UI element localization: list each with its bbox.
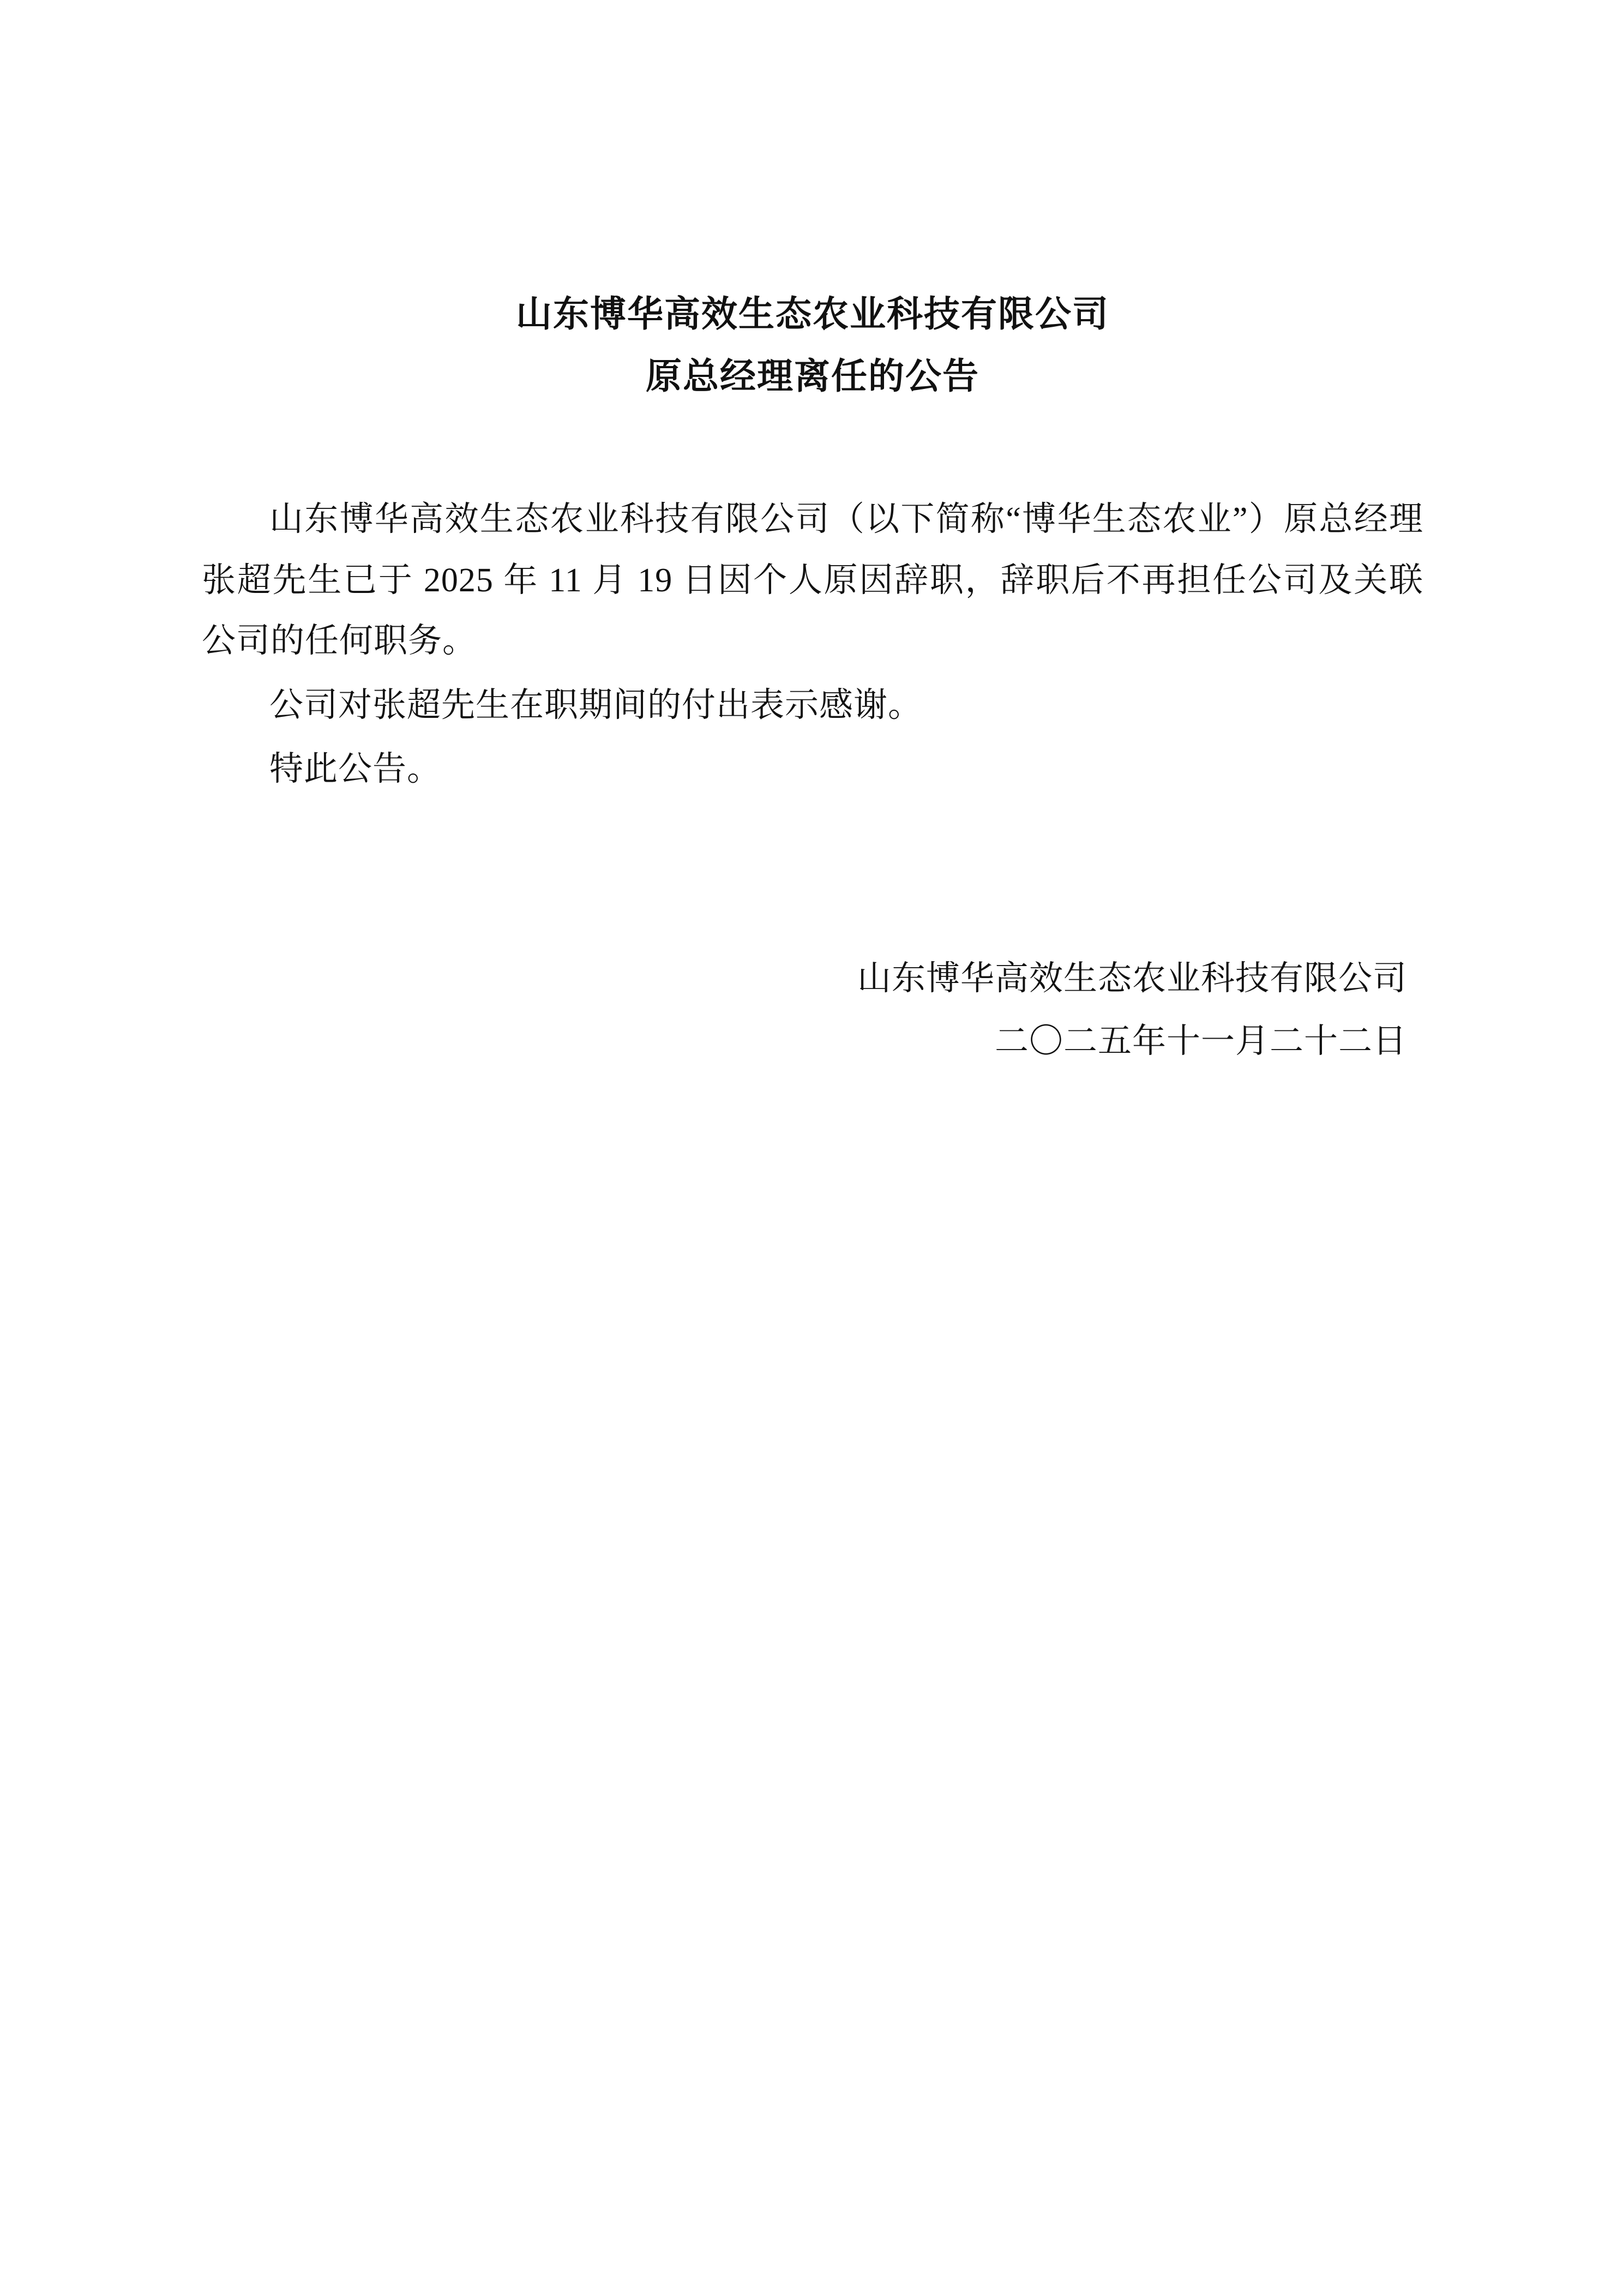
- signature-date: 二〇二五年十一月二十二日: [994, 1022, 1407, 1060]
- document-signature: [202, 948, 1423, 1072]
- title-line-1: 山东博华高效生态农业科技有限公司: [516, 295, 1109, 334]
- document-content: [202, 0, 1423, 1072]
- body-paragraph-3: 特此公告。: [269, 751, 442, 788]
- body-paragraph-1: 山东博华高效生态农业科技有限公司（以下简称“博华生态农业”）原总经理张超先生已于 2025 年 11 月 19 日因个人原因辞职，辞职后不再担任公司及关联公司的任何职务。: [202, 501, 1423, 660]
- document-title: [202, 284, 1423, 407]
- title-line-2: 原总经理离任的公告: [646, 356, 979, 397]
- signature-company: 山东博华高效生态农业科技有限公司: [857, 960, 1407, 997]
- document-body: [202, 489, 1423, 800]
- body-paragraph-2: 公司对张超先生在职期间的付出表示感谢。: [269, 686, 923, 724]
